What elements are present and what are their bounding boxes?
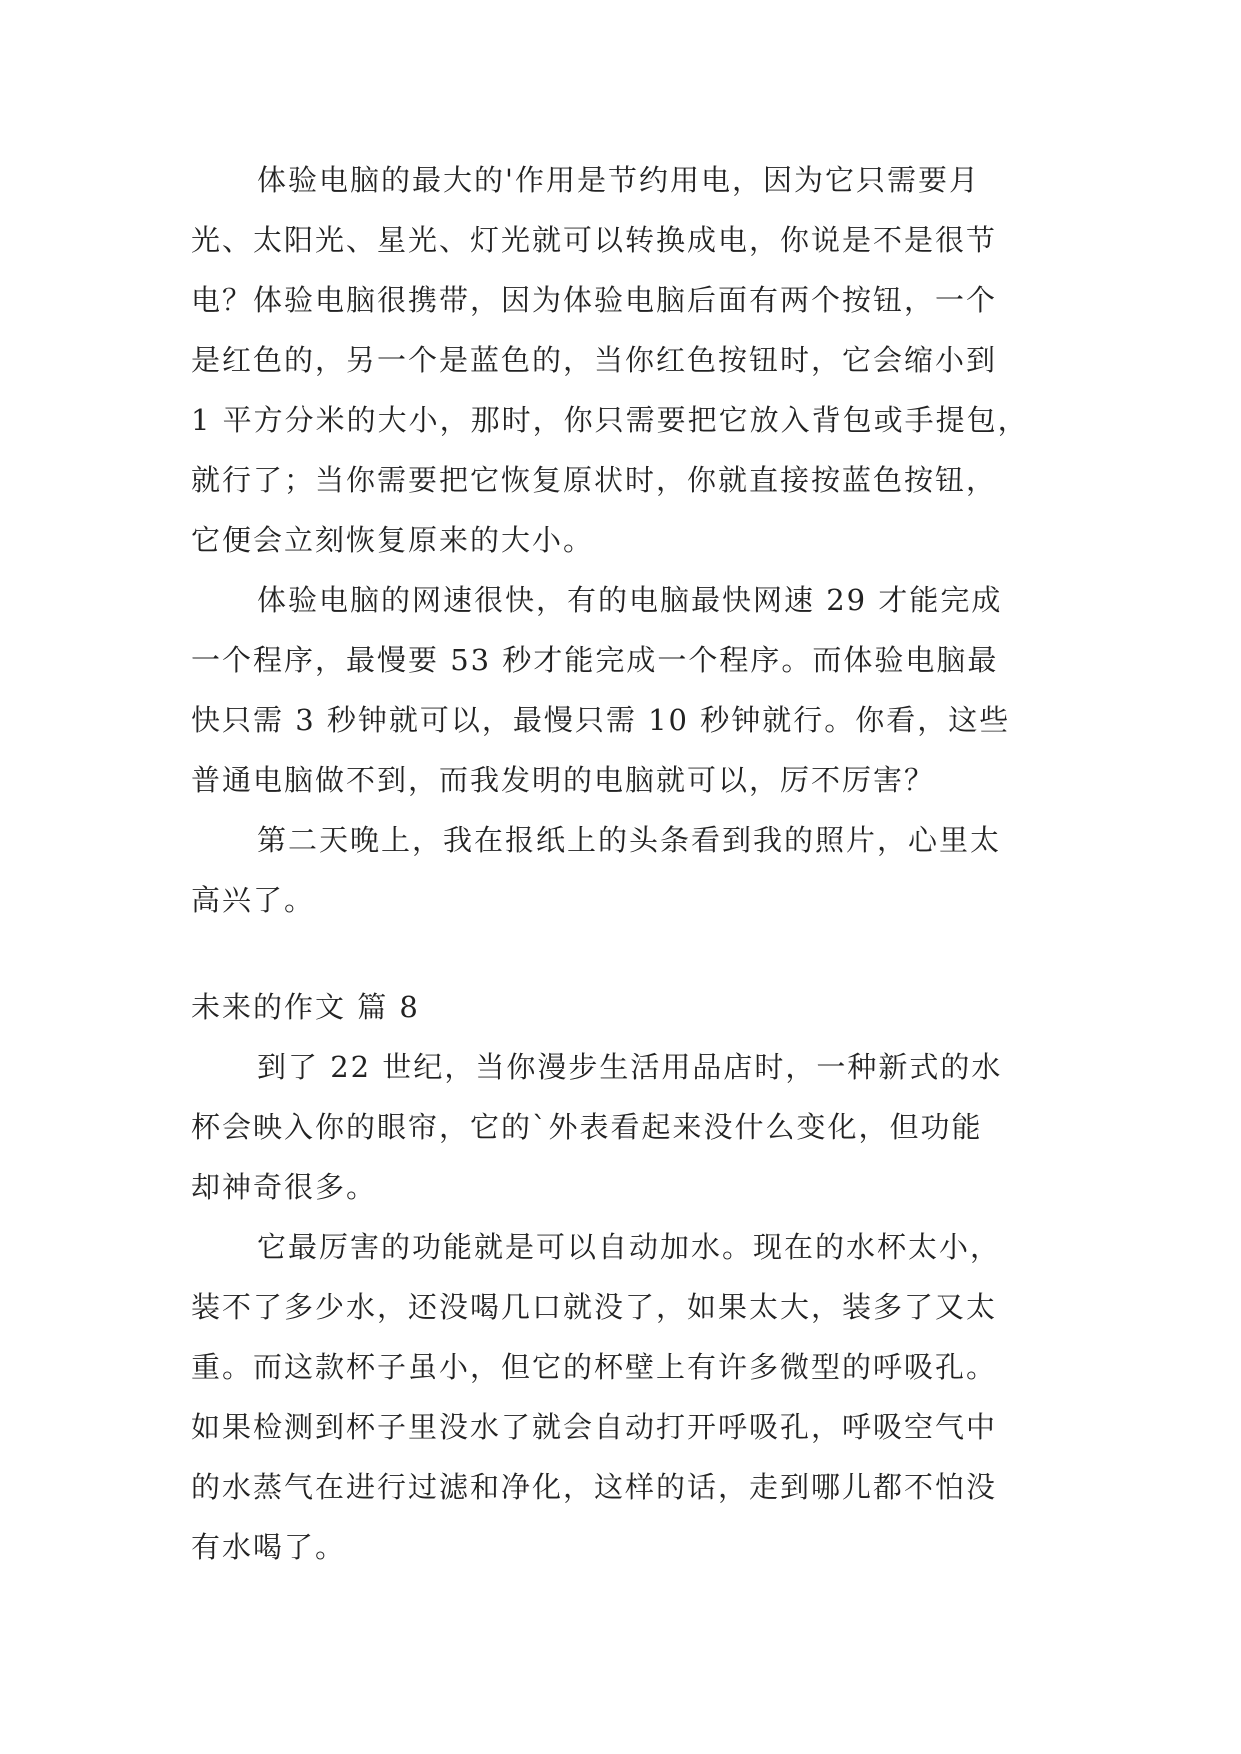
text-line: 杯会映入你的眼帘，它的`外表看起来没什么变化，但功能 <box>191 1110 983 1144</box>
text-line: 到了 22 世纪，当你漫步生活用品店时，一种新式的水 <box>257 1050 1003 1084</box>
text-line: 却神奇很多。 <box>191 1170 378 1204</box>
text-line: 高兴了。 <box>191 883 316 917</box>
text-line: 快只需 3 秒钟就可以，最慢只需 10 秒钟就行。你看，这些 <box>191 703 1011 737</box>
paragraph-computer-network-speed <box>191 580 1051 820</box>
text-line: 第二天晚上，我在报纸上的头条看到我的照片，心里太 <box>257 823 1002 857</box>
text-line: 装不了多少水，还没喝几口就没了，如果太大，装多了又太 <box>191 1290 998 1324</box>
text-line: 的水蒸气在进行过滤和净化，这样的话，走到哪儿都不怕没 <box>191 1470 998 1504</box>
text-line: 有水喝了。 <box>191 1530 347 1564</box>
paragraph-cup-auto-water <box>191 1227 1051 1587</box>
document-body <box>191 160 1051 1587</box>
paragraph-computer-power-saving <box>191 160 1051 580</box>
text-line: 如果检测到杯子里没水了就会自动打开呼吸孔，呼吸空气中 <box>191 1410 998 1444</box>
text-line: 一个程序，最慢要 53 秒才能完成一个程序。而体验电脑最 <box>191 643 999 677</box>
paragraph-newspaper <box>191 820 1051 940</box>
text-line: 1 平方分米的大小，那时，你只需要把它放入背包或手提包， <box>191 403 1029 437</box>
text-line: 重。而这款杯子虽小，但它的杯壁上有许多微型的呼吸孔。 <box>191 1350 998 1384</box>
text-line: 体验电脑的最大的'作用是节约用电，因为它只需要月 <box>257 163 980 197</box>
text-line: 电？体验电脑很携带，因为体验电脑后面有两个按钮，一个 <box>191 283 998 317</box>
text-line: 它便会立刻恢复原来的大小。 <box>191 523 595 557</box>
paragraph-cup-intro <box>191 1047 1051 1227</box>
text-line: 它最厉害的功能就是可以自动加水。现在的水杯太小， <box>257 1230 1002 1264</box>
text-line: 体验电脑的网速很快，有的电脑最快网速 29 才能完成 <box>257 583 1003 617</box>
text-line: 是红色的，另一个是蓝色的，当你红色按钮时，它会缩小到 <box>191 343 998 377</box>
text-line: 光、太阳光、星光、灯光就可以转换成电，你说是不是很节 <box>191 223 998 257</box>
section-heading: 未来的作文 篇 8 <box>191 990 420 1024</box>
text-line: 就行了；当你需要把它恢复原状时，你就直接按蓝色按钮， <box>191 463 998 497</box>
text-line: 普通电脑做不到，而我发明的电脑就可以，厉不厉害？ <box>191 763 936 797</box>
